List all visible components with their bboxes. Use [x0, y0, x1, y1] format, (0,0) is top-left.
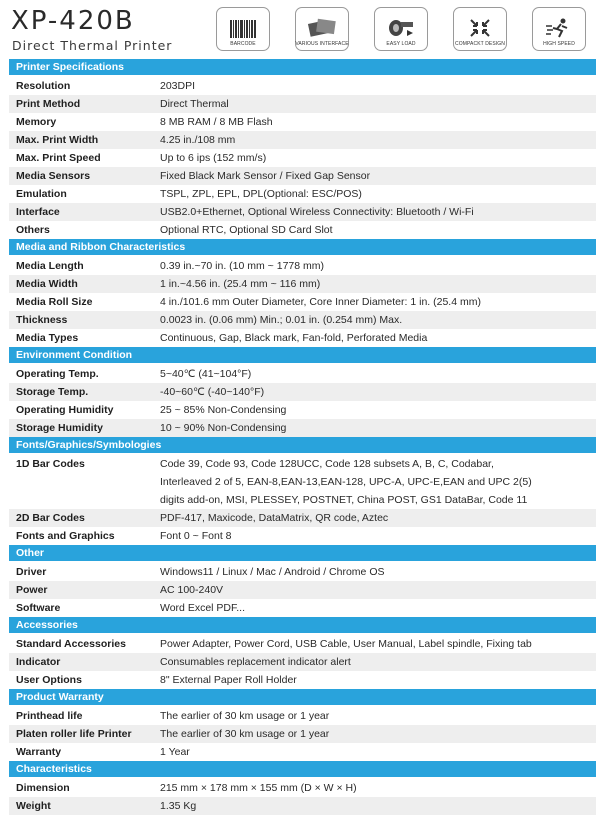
spec-label: Media Width: [16, 278, 78, 290]
section-header: Fonts/Graphics/Symbologies: [9, 437, 596, 453]
spec-row: [9, 77, 596, 95]
spec-row: [9, 185, 596, 203]
spec-value-line: 25 ~ 85% Non-Condensing: [160, 404, 287, 416]
spec-value-line: 1.35 Kg: [160, 800, 197, 812]
section-header: Accessories: [9, 617, 596, 633]
spec-row: [9, 257, 596, 275]
spec-value: [160, 221, 596, 239]
spec-row: [9, 419, 596, 437]
spec-label: Driver: [16, 566, 47, 578]
spec-value: [160, 113, 596, 131]
spec-label: Standard Accessories: [16, 638, 126, 650]
feature-label: VARIOUS INTERFACE: [295, 41, 349, 47]
spec-label: Media Sensors: [16, 170, 91, 182]
spec-value-line: Word Excel PDF...: [160, 602, 245, 614]
spec-label: Operating Temp.: [16, 368, 99, 380]
spec-value-line: 0.39 in.~70 in. (10 mm ~ 1778 mm): [160, 260, 324, 272]
spec-value-line: Up to 6 ips (152 mm/s): [160, 152, 267, 164]
spec-value: [160, 293, 596, 311]
section-header: Environment Condition: [9, 347, 596, 363]
spec-row: [9, 95, 596, 113]
spec-value: [160, 149, 596, 167]
spec-value-line: Font 0 ~ Font 8: [160, 530, 232, 542]
spec-row: [9, 743, 596, 761]
spec-value: [160, 77, 596, 95]
spec-value-line: 203DPI: [160, 80, 196, 92]
spec-value-line: 10 ~ 90% Non-Condensing: [160, 422, 287, 434]
spec-label: Printhead life: [16, 710, 83, 722]
spec-value-line: 0.0023 in. (0.06 mm) Min.; 0.01 in. (0.254 mm) Max.: [160, 314, 403, 326]
spec-label: Media Length: [16, 260, 84, 272]
spec-value: [160, 527, 596, 545]
spec-value-line: TSPL, ZPL, EPL, DPL(Optional: ESC/POS): [160, 188, 362, 200]
spec-label: Software: [16, 602, 61, 614]
section-header: Media and Ribbon Characteristics: [9, 239, 596, 255]
spec-row: [9, 401, 596, 419]
spec-value-line: -40~60℃ (-40~140°F): [160, 386, 265, 398]
spec-value-line: 215 mm × 178 mm × 155 mm (D × W × H): [160, 782, 357, 794]
spec-value: [160, 275, 596, 293]
feature-compact-design: [453, 7, 507, 51]
spec-label: Storage Humidity: [16, 422, 103, 434]
section-header: Characteristics: [9, 761, 596, 777]
spec-label: Fonts and Graphics: [16, 530, 115, 542]
section-header: Printer Specifications: [9, 59, 596, 75]
spec-label: Power: [16, 584, 48, 596]
feature-icons: [216, 7, 600, 51]
spec-value: [160, 635, 596, 653]
spec-row: [9, 383, 596, 401]
spec-value: [160, 671, 596, 689]
spec-value: [160, 95, 596, 113]
spec-value: [160, 167, 596, 185]
spec-value: [160, 185, 596, 203]
spec-label: Max. Print Width: [16, 134, 99, 146]
spec-value-line: Direct Thermal: [160, 98, 229, 110]
spec-value-line: 1 in.~4.56 in. (25.4 mm ~ 116 mm): [160, 278, 321, 290]
spec-label: Operating Humidity: [16, 404, 114, 416]
spec-row: [9, 113, 596, 131]
spec-value: [160, 419, 596, 437]
product-subtitle: Direct Thermal Printer: [12, 38, 173, 53]
spec-label: Resolution: [16, 80, 71, 92]
spec-value: [160, 581, 596, 599]
spec-row: [9, 329, 596, 347]
interface-icon: [307, 18, 337, 38]
spec-row: [9, 293, 596, 311]
spec-value-line: PDF-417, Maxicode, DataMatrix, QR code, Aztec: [160, 512, 389, 524]
spec-value-line: AC 100-240V: [160, 584, 224, 596]
spec-value: [160, 455, 596, 509]
spec-label: 1D Bar Codes: [16, 458, 85, 470]
spec-value: [160, 599, 596, 617]
spec-row: [9, 797, 596, 815]
spec-label: Indicator: [16, 656, 61, 668]
spec-value-line: The earlier of 30 km usage or 1 year: [160, 728, 330, 740]
compact-design-icon: [469, 18, 491, 38]
spec-row: [9, 203, 596, 221]
spec-value: [160, 365, 596, 383]
feature-label: HIGH SPEED: [543, 41, 575, 47]
spec-value: [160, 311, 596, 329]
spec-value-line: Power Adapter, Power Cord, USB Cable, User Manual, Label spindle, Fixing tab: [160, 638, 532, 650]
spec-label: Warranty: [16, 746, 62, 758]
spec-value: [160, 653, 596, 671]
spec-row: [9, 167, 596, 185]
spec-value-line: Code 39, Code 93, Code 128UCC, Code 128 subsets A, B, C, Codabar,: [160, 458, 494, 470]
spec-row: [9, 455, 596, 509]
spec-label: Memory: [16, 116, 57, 128]
feature-label: EASY LOAD: [386, 41, 416, 47]
feature-barcode: [216, 7, 270, 51]
spec-label: Others: [16, 224, 50, 236]
spec-value-line: Consumables replacement indicator alert: [160, 656, 351, 668]
spec-value: [160, 707, 596, 725]
spec-value: [160, 509, 596, 527]
spec-label: Platen roller life Printer: [16, 728, 132, 740]
spec-label: Dimension: [16, 782, 70, 794]
spec-value-line: digits add-on, MSI, PLESSEY, POSTNET, China POST, GS1 DataBar, Code 11: [160, 494, 528, 506]
spec-value-line: Continuous, Gap, Black mark, Fan-fold, Perforated Media: [160, 332, 428, 344]
spec-value-line: 8" External Paper Roll Holder: [160, 674, 297, 686]
spec-value: [160, 383, 596, 401]
spec-row: [9, 131, 596, 149]
spec-label: Media Roll Size: [16, 296, 93, 308]
spec-value: [160, 779, 596, 797]
section-header: Other: [9, 545, 596, 561]
spec-value-line: 4 in./101.6 mm Outer Diameter, Core Inner Diameter: 1 in. (25.4 mm): [160, 296, 481, 308]
spec-row: [9, 527, 596, 545]
spec-row: [9, 509, 596, 527]
spec-value: [160, 797, 596, 815]
spec-value: [160, 725, 596, 743]
spec-row: [9, 275, 596, 293]
spec-value: [160, 329, 596, 347]
feature-label: COMPACKT DESIGN: [455, 41, 505, 47]
spec-row: [9, 365, 596, 383]
spec-row: [9, 635, 596, 653]
spec-row: [9, 581, 596, 599]
spec-label: Emulation: [16, 188, 67, 200]
spec-value-line: Fixed Black Mark Sensor / Fixed Gap Sensor: [160, 170, 371, 182]
spec-value-line: Windows11 / Linux / Mac / Android / Chrome OS: [160, 566, 385, 578]
spec-row: [9, 563, 596, 581]
spec-value: [160, 131, 596, 149]
spec-label: Thickness: [16, 314, 68, 326]
spec-value-line: 4.25 in./108 mm: [160, 134, 236, 146]
spec-row: [9, 311, 596, 329]
high-speed-icon: [545, 18, 573, 38]
feature-label: BARCODE: [230, 41, 256, 47]
header: [0, 0, 600, 58]
spec-value-line: Optional RTC, Optional SD Card Slot: [160, 224, 333, 236]
spec-row: [9, 779, 596, 797]
spec-label: 2D Bar Codes: [16, 512, 85, 524]
spec-label: Print Method: [16, 98, 81, 110]
spec-label: Media Types: [16, 332, 79, 344]
spec-value-line: The earlier of 30 km usage or 1 year: [160, 710, 330, 722]
spec-row: [9, 725, 596, 743]
spec-row: [9, 221, 596, 239]
spec-row: [9, 707, 596, 725]
spec-value-line: 1 Year: [160, 746, 190, 758]
spec-value-line: 8 MB RAM / 8 MB Flash: [160, 116, 273, 128]
spec-value-line: USB2.0+Ethernet, Optional Wireless Connectivity: Bluetooth / Wi-Fi: [160, 206, 474, 218]
spec-label: User Options: [16, 674, 82, 686]
spec-label: Interface: [16, 206, 60, 218]
spec-label: Weight: [16, 800, 51, 812]
spec-value: [160, 203, 596, 221]
spec-value-line: Interleaved 2 of 5, EAN-8,EAN-13,EAN-128, UPC-A, UPC-E,EAN and UPC 2(5): [160, 476, 532, 488]
barcode-icon: [230, 20, 256, 38]
feature-easy-load: [374, 7, 428, 51]
model-name: XP-420B: [11, 6, 135, 36]
spec-value: [160, 563, 596, 581]
spec-value: [160, 401, 596, 419]
spec-row: [9, 671, 596, 689]
section-header: Product Warranty: [9, 689, 596, 705]
spec-value: [160, 257, 596, 275]
feature-interface: [295, 7, 349, 51]
spec-row: [9, 149, 596, 167]
spec-label: Storage Temp.: [16, 386, 89, 398]
spec-value-line: 5~40℃ (41~104°F): [160, 368, 252, 380]
spec-table: [9, 59, 596, 815]
spec-row: [9, 599, 596, 617]
spec-row: [9, 653, 596, 671]
spec-value: [160, 743, 596, 761]
spec-label: Max. Print Speed: [16, 152, 101, 164]
feature-high-speed: [532, 7, 586, 51]
easy-load-icon: [387, 18, 415, 38]
